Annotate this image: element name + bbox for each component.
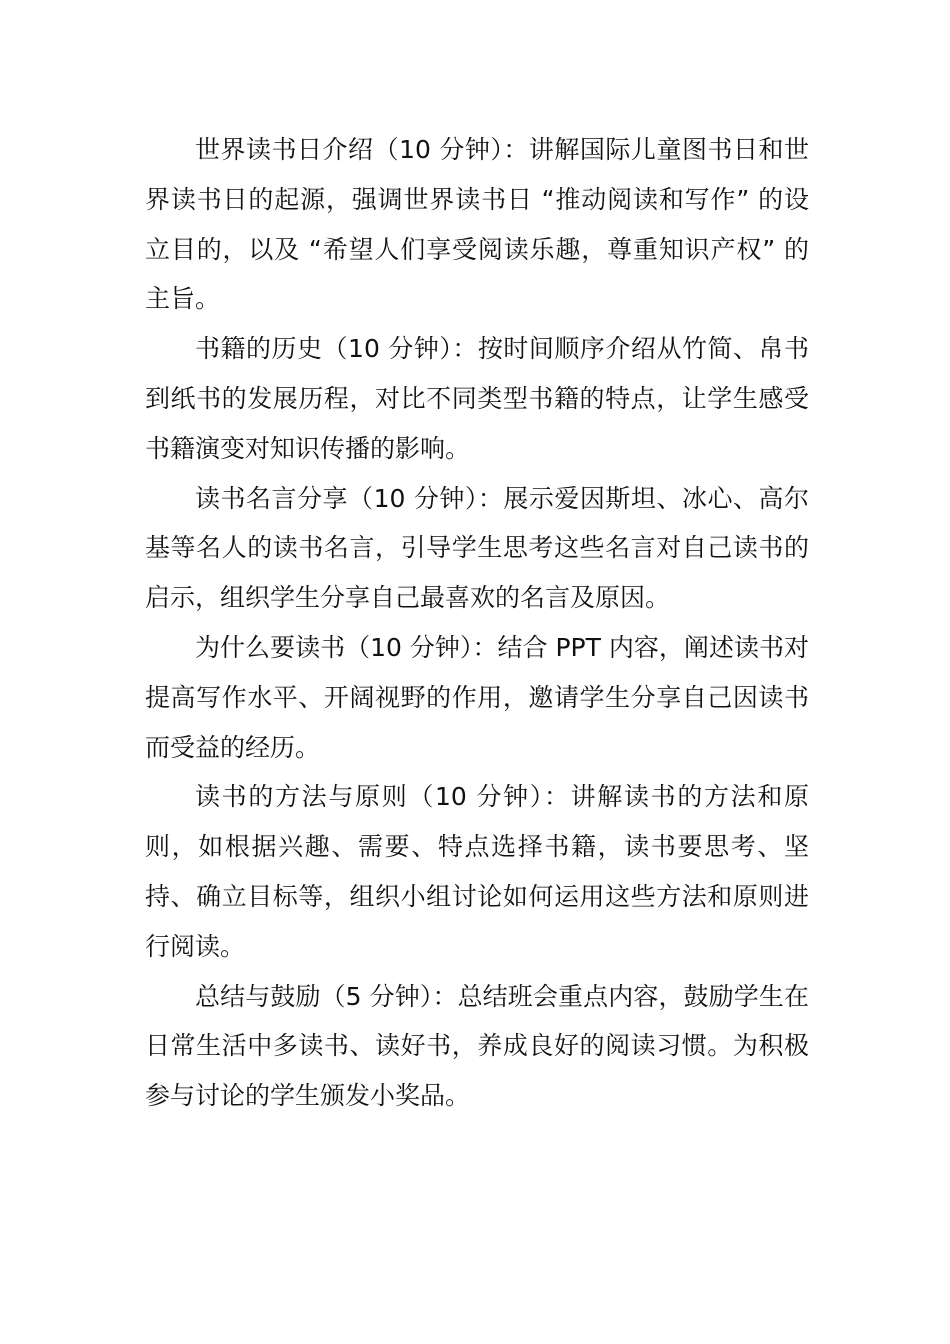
paragraph-reading-quotes: 读书名言分享（10 分钟）：展示爱因斯坦、冰心、高尔基等名人的读书名言，引导学生思考这些名言对自己读书的启示，组织学生分享自己最喜欢的名言及原因。 [145,483,809,613]
paragraph-world-book-day: 世界读书日介绍（10 分钟）：讲解国际儿童图书日和世界读书日的起源，强调世界读书日 “推动阅读和写作” 的设立目的，以及 “希望人们享受阅读乐趣，尊重知识产权” 的主旨。 [145,135,809,314]
paragraph-why-read: 为什么要读书（10 分钟）：结合 PPT 内容，阐述读书对提高写作水平、开阔视野的作用，邀请学生分享自己因读书而受益的经历。 [145,632,809,762]
document-body [145,125,809,1121]
paragraph-book-history: 书籍的历史（10 分钟）：按时间顺序介绍从竹简、帛书到纸书的发展历程，对比不同类型书籍的特点，让学生感受书籍演变对知识传播的影响。 [145,334,809,463]
paragraph-summary: 总结与鼓励（5 分钟）：总结班会重点内容，鼓励学生在日常生活中多读书、读好书，养成良好的阅读习惯。为积极参与讨论的学生颁发小奖品。 [145,981,809,1111]
paragraph-reading-methods: 读书的方法与原则（10 分钟）：讲解读书的方法和原则，如根据兴趣、需要、特点选择书籍，读书要思考、坚持、确立目标等，组织小组讨论如何运用这些方法和原则进行阅读。 [145,782,809,961]
